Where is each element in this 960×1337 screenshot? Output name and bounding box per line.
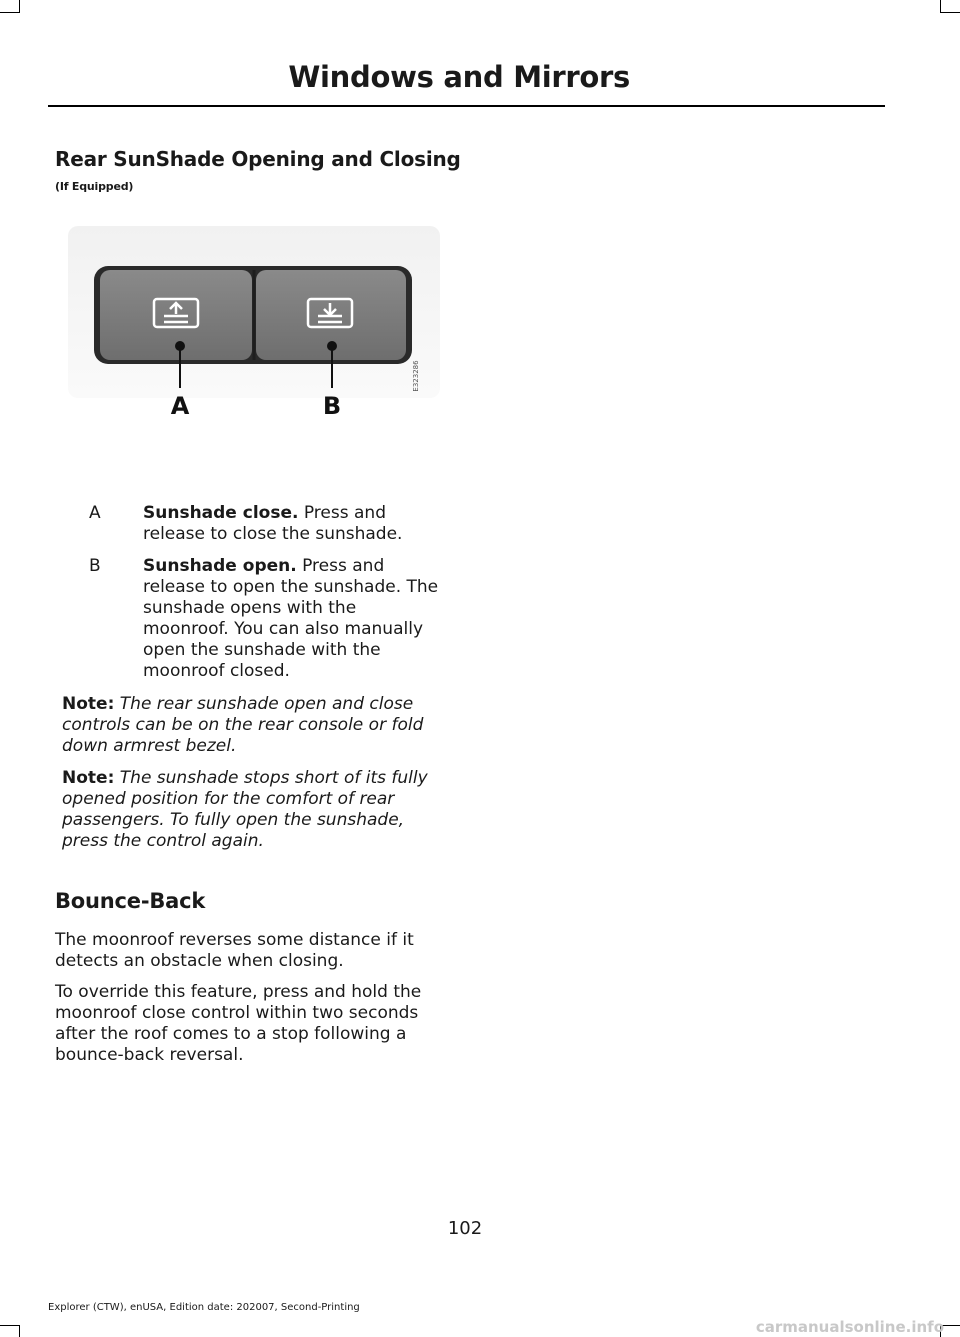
legend-text: Press and release to open the sunshade. The sunshade opens with the moonroof. You can also manually open the sunshade with the moonroof closed.	[143, 556, 439, 681]
note-label: Note:	[62, 768, 115, 788]
note-label: Note:	[62, 694, 115, 714]
callout-b-label: B	[322, 392, 342, 420]
legend-key: A	[89, 503, 101, 523]
section-title	[55, 147, 475, 199]
note	[62, 768, 446, 852]
sunshade-switch-figure	[68, 226, 440, 420]
legend-description	[143, 503, 443, 545]
legend-description	[143, 556, 443, 682]
page-header-title: Windows and Mirrors	[288, 60, 630, 94]
note-text: The sunshade stops short of its fully opened position for the comfort of rear passengers. To fully open the sunshade, press the control again.	[62, 768, 428, 851]
crop-mark	[0, 1325, 20, 1326]
section-qualifier: (If Equipped)	[55, 180, 134, 193]
footer-text: Explorer (CTW), enUSA, Edition date: 202007, Second-Printing	[48, 1302, 360, 1313]
bounce-back-paragraph: The moonroof reverses some distance if it detects an obstacle when closing.	[55, 930, 414, 971]
crop-mark	[0, 12, 20, 13]
crop-mark	[940, 12, 960, 13]
legend-key: B	[89, 556, 101, 576]
section-title-text: Rear SunShade Opening and Closing	[55, 147, 461, 171]
header-divider	[48, 105, 885, 107]
page-number: 102	[447, 1218, 483, 1239]
legend-text: Press and release to close the sunshade.	[143, 503, 403, 544]
note	[62, 694, 446, 757]
watermark: carmanualsonline.info	[755, 1318, 944, 1336]
image-code: E323286	[412, 360, 420, 392]
callout-a-label: A	[170, 392, 190, 420]
sunshade-switch-illustration	[68, 226, 440, 420]
bounce-back-paragraph: To override this feature, press and hold the moonroof close control within two seconds after the roof comes to a stop following a bounce-back reversal.	[55, 982, 422, 1065]
legend-term: Sunshade close.	[143, 503, 299, 523]
crop-mark	[19, 0, 20, 13]
crop-mark	[940, 0, 941, 13]
legend-term: Sunshade open.	[143, 556, 297, 576]
note-text: The rear sunshade open and close controls can be on the rear console or fold down armrest bezel.	[62, 694, 424, 756]
crop-mark	[19, 1325, 20, 1337]
bounce-back-heading: Bounce-Back	[55, 889, 206, 913]
